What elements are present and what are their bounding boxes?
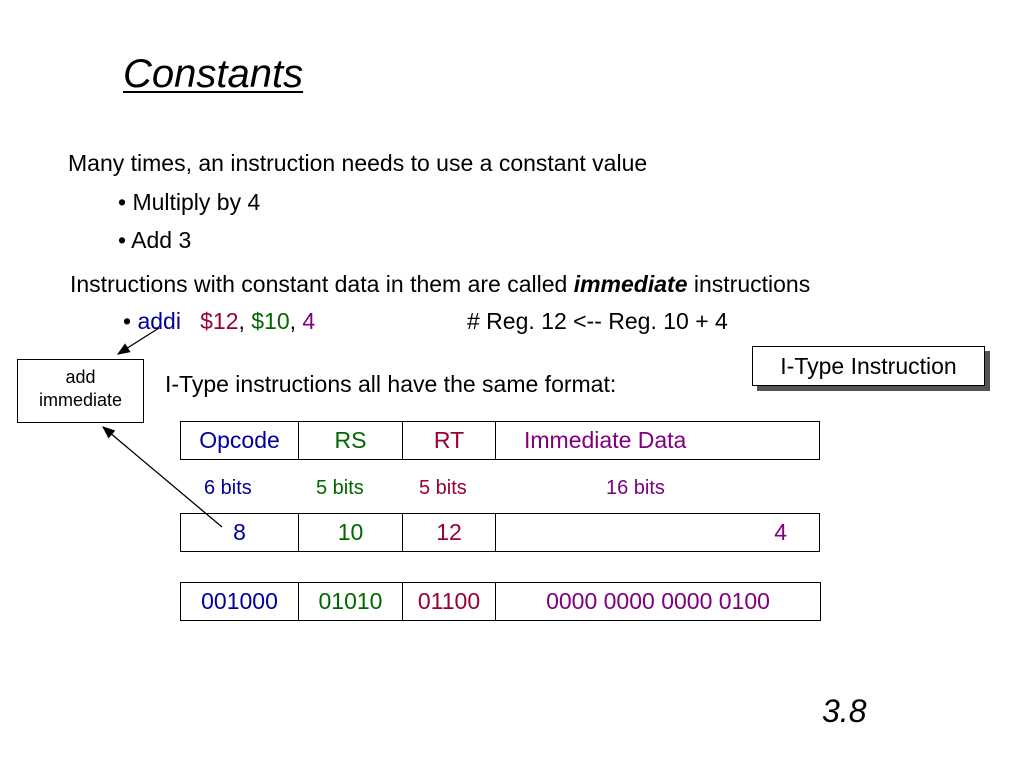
header-immediate: Immediate Data [524,427,687,453]
bits-rs: 5 bits [316,477,364,499]
bits-imm: 16 bits [606,477,665,499]
annotation-line-1: add [65,367,96,387]
example-comma-1: , [238,308,245,334]
example-rs: $10 [251,308,290,334]
decimal-opcode: 8 [233,519,246,545]
example-rt: $12 [200,308,239,334]
bits-rt: 5 bits [419,477,467,499]
arrow-from-opcode [103,427,222,527]
annotation-line-2: immediate [38,390,123,410]
bullet-multiply: • Multiply by 4 [118,189,261,215]
example-comment: # Reg. 12 <-- Reg. 10 + 4 [467,308,728,334]
example-imm: 4 [302,308,316,334]
header-opcode: Opcode [199,427,280,453]
example-comma-2: , [289,308,297,334]
binary-rs: 01010 [318,588,383,614]
immediate-emphasis: immediate [573,271,688,297]
bits-opcode: 6 bits [204,477,252,499]
immediate-suffix: instructions [687,271,811,297]
binary-imm: 0000 0000 0000 0100 [546,588,770,614]
decimal-rs: 10 [337,519,364,545]
itype-label-box: I-Type Instruction [752,346,985,386]
decimal-imm: 4 [774,519,787,545]
example-bullet: • [123,308,138,334]
arrow-to-addi [118,328,159,354]
binary-opcode: 001000 [201,588,278,614]
bullet-add: • Add 3 [118,227,192,253]
header-rt: RT [433,427,465,453]
example-op: addi [137,308,181,334]
format-text: I-Type instructions all have the same format: [165,371,617,397]
intro-line: Many times, an instruction needs to use a constant value [68,150,648,176]
header-rs: RS [334,427,367,453]
immediate-prefix: Instructions with constant data in them are called [70,271,574,297]
decimal-rt: 12 [436,519,462,545]
slide-number: 3.8 [822,693,867,729]
binary-rt: 01100 [417,588,481,614]
slide-title: Constants [123,52,304,96]
